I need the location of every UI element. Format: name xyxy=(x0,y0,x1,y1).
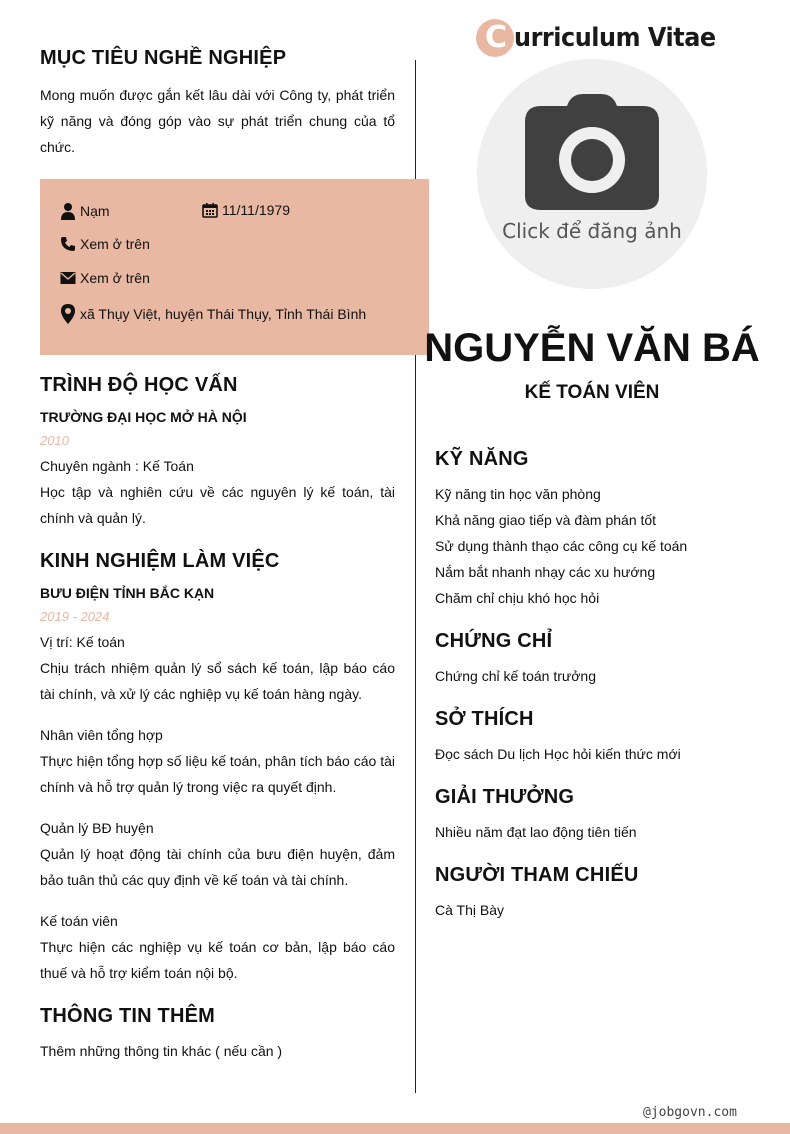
location-pin-icon xyxy=(60,304,76,324)
job-description: Thực hiện các nghiệp vụ kế toán cơ bản, lập báo cáo thuế và hỗ trợ kiểm toán nội bộ. xyxy=(40,939,395,981)
logo-text: urriculum Vitae xyxy=(514,23,716,53)
experience-title: KINH NGHIỆM LÀM VIỆC xyxy=(40,550,280,572)
education-major: Chuyên ngành : Kế Toán xyxy=(40,458,194,474)
personal-info-box xyxy=(40,179,429,355)
cv-logo xyxy=(476,18,733,58)
hobbies-text: Đọc sách Du lịch Học hỏi kiến thức mới xyxy=(435,746,681,762)
address-row xyxy=(60,304,366,324)
references-text: Cà Thị Bày xyxy=(435,902,504,918)
job-description: Thực hiện tổng hợp số liệu kế toán, phân tích báo cáo tài chính và hỗ trợ quản lý trong việc ra quyết định. xyxy=(40,753,395,795)
education-description: Học tập và nghiên cứu về các nguyên lý kế toán, tài chính và quản lý. xyxy=(40,484,395,526)
birthdate-row xyxy=(202,202,290,218)
objective-text: Mong muốn được gắn kết lâu dài với Công ty, phát triển kỹ năng và đóng góp vào sự phát triển chung của tổ chức. xyxy=(40,87,395,155)
job-role: Vị trí: Kế toán xyxy=(40,634,125,650)
email-value: Xem ở trên xyxy=(80,270,150,286)
gender-row xyxy=(60,202,110,220)
skill-item: Kỹ năng tin học văn phòng xyxy=(435,486,601,502)
experience-company: BƯU ĐIỆN TỈNH BẮC KẠN xyxy=(40,585,215,601)
photo-upload[interactable] xyxy=(477,59,707,289)
skill-item: Sử dụng thành thạo các công cụ kế toán xyxy=(435,538,688,554)
candidate-role: KẾ TOÁN VIÊN xyxy=(524,382,660,403)
awards-title: GIẢI THƯỞNG xyxy=(435,786,575,808)
email-row xyxy=(60,270,150,286)
camera-icon xyxy=(523,92,661,212)
certificate-item: Chứng chỉ kế toán trưởng xyxy=(435,668,597,684)
phone-value: Xem ở trên xyxy=(80,236,150,252)
phone-icon xyxy=(60,236,76,252)
education-title: TRÌNH ĐỘ HỌC VẤN xyxy=(40,374,238,396)
job-role: Kế toán viên xyxy=(40,913,118,929)
logo-circle xyxy=(476,19,514,57)
experience-period: 2019 - 2024 xyxy=(40,609,110,624)
references-title: NGƯỜI THAM CHIẾU xyxy=(435,864,639,886)
education-year: 2010 xyxy=(40,433,69,448)
envelope-icon xyxy=(60,271,76,285)
objective-title: MỤC TIÊU NGHỀ NGHIỆP xyxy=(40,47,287,69)
footer-credit: @jobgovn.com xyxy=(643,1105,737,1120)
photo-caption: Click để đăng ảnh xyxy=(502,219,682,243)
gender-value: Nạm xyxy=(80,203,110,219)
skill-item: Nắm bắt nhanh nhạy các xu hướng xyxy=(435,564,656,580)
job-description: Quản lý hoạt động tài chính của bưu điện huyện, đảm bảo tuân thủ các quy định về kế toán và tài chính. xyxy=(40,846,395,888)
extra-info-text: Thêm những thông tin khác ( nếu cần ) xyxy=(40,1043,283,1059)
birthdate-value: 11/11/1979 xyxy=(222,202,290,218)
calendar-icon xyxy=(202,202,218,218)
skill-item: Chăm chỉ chịu khó học hỏi xyxy=(435,590,600,606)
certificates-title: CHỨNG CHỈ xyxy=(435,630,553,652)
skill-item: Khả năng giao tiếp và đàm phán tốt xyxy=(435,512,657,528)
phone-row xyxy=(60,236,150,252)
address-value: xã Thụy Việt, huyện Thái Thụy, Tỉnh Thái Bình xyxy=(80,306,367,322)
footer-bar xyxy=(0,1123,790,1134)
hobbies-title: SỞ THÍCH xyxy=(435,708,534,730)
logo-letter: C xyxy=(485,20,508,55)
person-icon xyxy=(60,202,76,220)
candidate-name: NGUYỄN VĂN BÁ xyxy=(424,326,760,370)
job-role: Nhân viên tổng hợp xyxy=(40,727,163,743)
skills-title: KỸ NĂNG xyxy=(435,448,529,470)
job-description: Chịu trách nhiệm quản lý sổ sách kế toán, lập báo cáo tài chính, và xử lý các nghiệp vụ kế toán hàng ngày. xyxy=(40,660,395,702)
job-role: Quản lý BĐ huyện xyxy=(40,820,154,836)
awards-text: Nhiều năm đạt lao động tiên tiến xyxy=(435,824,637,840)
education-school: TRƯỜNG ĐẠI HỌC MỞ HÀ NỘI xyxy=(40,409,247,425)
extra-info-title: THÔNG TIN THÊM xyxy=(40,1005,216,1027)
